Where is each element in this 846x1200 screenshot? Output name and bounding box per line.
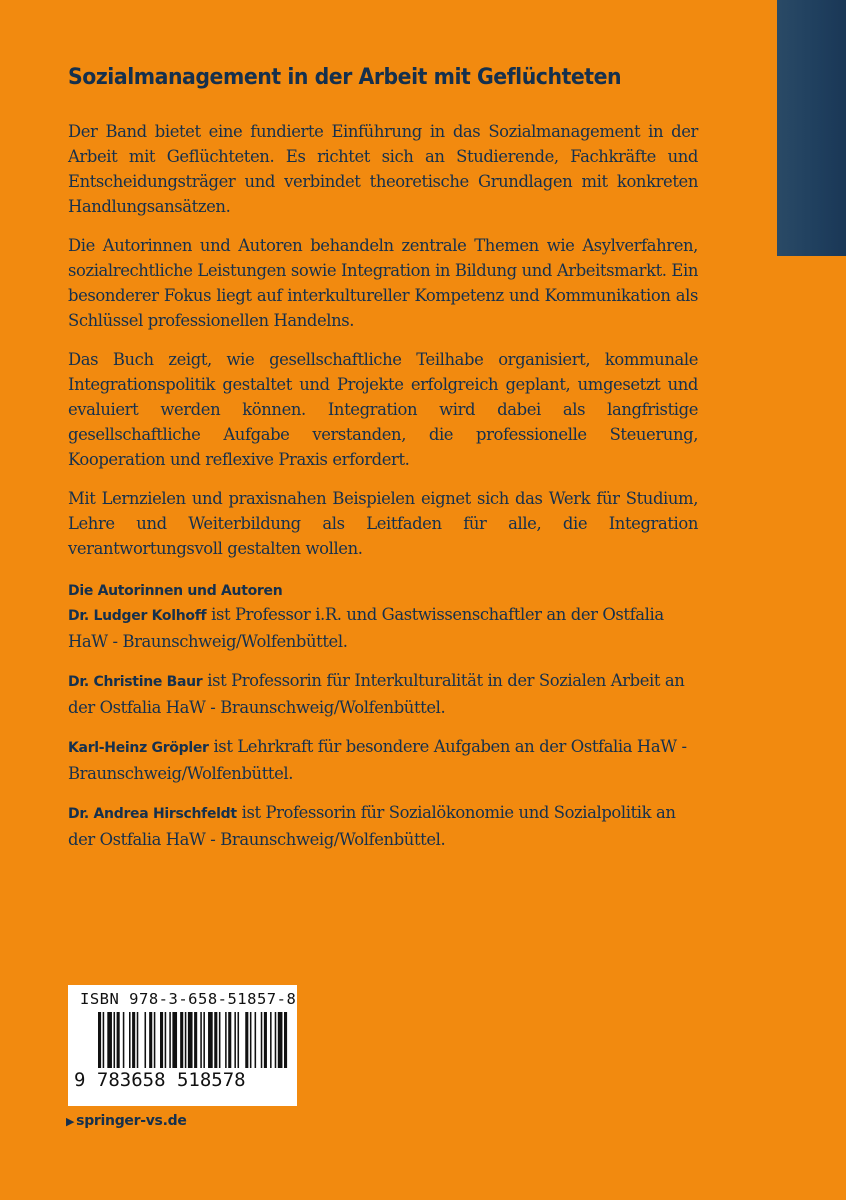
barcode-bar [208, 1012, 213, 1068]
barcode-bar [238, 1012, 240, 1068]
barcode-bar [149, 1012, 152, 1068]
barcode-bar [200, 1012, 202, 1068]
barcode-bar [270, 1012, 272, 1068]
authors-heading: Die Autorinnen und Autoren [68, 583, 283, 599]
author-name: Dr. Andrea Hirschfeldt [68, 806, 237, 822]
author-entry-hirschfeldt [68, 800, 698, 852]
barcode-bar [255, 1012, 257, 1068]
barcode-bar [180, 1012, 183, 1068]
blurb-paragraph-4: Mit Lernzielen und praxisnahen Beispielen eignet sich das Werk für Studium, Lehre und Weiterbildung als Leitfaden für alle, die Integration verantwortungsvoll gestalten wollen. [68, 489, 698, 558]
barcode-bar [145, 1012, 147, 1068]
arrow-right-icon: ▶ [66, 1115, 75, 1128]
blurb-paragraph-3: Das Buch zeigt, wie gesellschaftliche Teilhabe organisiert, kommunale Integrationspolitik gestaltet und Projekte erfolgreich geplant, umgesetzt und evaluiert werden können. Integration wird dabei als langfristige gesellschaftliche Aufgabe verstanden, die professionelle Steuerung, Kooperation und reflexive Praxis erfordert. [68, 350, 698, 469]
barcode-bar [98, 1012, 101, 1068]
barcode-bar [123, 1012, 125, 1068]
barcode-bar [219, 1012, 221, 1068]
author-name: Dr. Ludger Kolhoff [68, 608, 207, 624]
author-entry-kolhoff [68, 602, 698, 654]
barcode-bar [107, 1012, 112, 1068]
barcode-bar [185, 1012, 187, 1068]
barcode-bar [228, 1012, 231, 1068]
barcode-bar [261, 1012, 263, 1068]
blurb-paragraph-2: Die Autorinnen und Autoren behandeln zentrale Themen wie Asylverfahren, sozialrechtliche Leistungen sowie Integration in Bildung und Arbeitsmarkt. Ein besonderer Fokus liegt auf interkultureller Kompetenz und Kommunikation als Schlüssel professionellen Handelns. [68, 236, 698, 330]
barcode-bar [188, 1012, 193, 1068]
barcode-bar [264, 1012, 267, 1068]
barcode-bar [132, 1012, 135, 1068]
author-entry-baur [68, 668, 698, 720]
blue-edge-strip [777, 0, 846, 256]
barcode-bar [203, 1012, 205, 1068]
author-name: Karl-Heinz Gröpler [68, 740, 209, 756]
barcode-bar [275, 1012, 277, 1068]
barcode-bar [169, 1012, 171, 1068]
book-title: Sozialmanagement in der Arbeit mit Geflüchteten [68, 65, 622, 90]
author-entry-groepler [68, 734, 698, 786]
barcode-bar [278, 1012, 283, 1068]
barcode-bar [103, 1012, 105, 1068]
author-bio: ist Professorin für Sozialökonomie und Sozialpolitik an der Ostfalia HaW - Braunschweig/Wolfenbüttel. [68, 803, 676, 849]
website-label: springer-vs.de [76, 1113, 187, 1129]
barcode-bar [245, 1012, 248, 1068]
barcode-bar [250, 1012, 252, 1068]
barcode-bar [172, 1012, 177, 1068]
barcode-bar [234, 1012, 236, 1068]
publisher-website[interactable] [66, 1113, 187, 1129]
barcode-bar [160, 1012, 163, 1068]
barcode-bar [137, 1012, 139, 1068]
blurb-paragraph-1: Der Band bietet eine fundierte Einführung in das Sozialmanagement in der Arbeit mit Geflüchteten. Es richtet sich an Studierende, Fachkräfte und Entscheidungsträger und verbindet theoretische Grundlagen mit konkreten Handlungsansätzen. [68, 122, 698, 216]
barcode-bar [114, 1012, 116, 1068]
author-name: Dr. Christine Baur [68, 674, 203, 690]
barcode-digits: 9 783658 518578 [74, 1069, 246, 1091]
author-bio: ist Professorin für Interkulturalität in der Sozialen Arbeit an der Ostfalia HaW - Braunschweig/Wolfenbüttel. [68, 671, 685, 717]
isbn-label: ISBN 978-3-658-51857-8 [80, 990, 297, 1008]
author-bio: ist Lehrkraft für besondere Aufgaben an der Ostfalia HaW - Braunschweig/Wolfenbüttel. [68, 737, 687, 783]
isbn-barcode [68, 985, 297, 1106]
barcode-bar [194, 1012, 197, 1068]
barcode-bar [214, 1012, 217, 1068]
blurb-content [68, 62, 698, 866]
author-bio: ist Professor i.R. und Gastwissenschaftler an der Ostfalia HaW - Braunschweig/Wolfenbüttel. [68, 605, 664, 651]
barcode-bar [117, 1012, 120, 1068]
barcode-bar [225, 1012, 227, 1068]
barcode-bar [154, 1012, 156, 1068]
barcode-bar [284, 1012, 287, 1068]
barcode-bar [165, 1012, 167, 1068]
barcode-bar [129, 1012, 131, 1068]
